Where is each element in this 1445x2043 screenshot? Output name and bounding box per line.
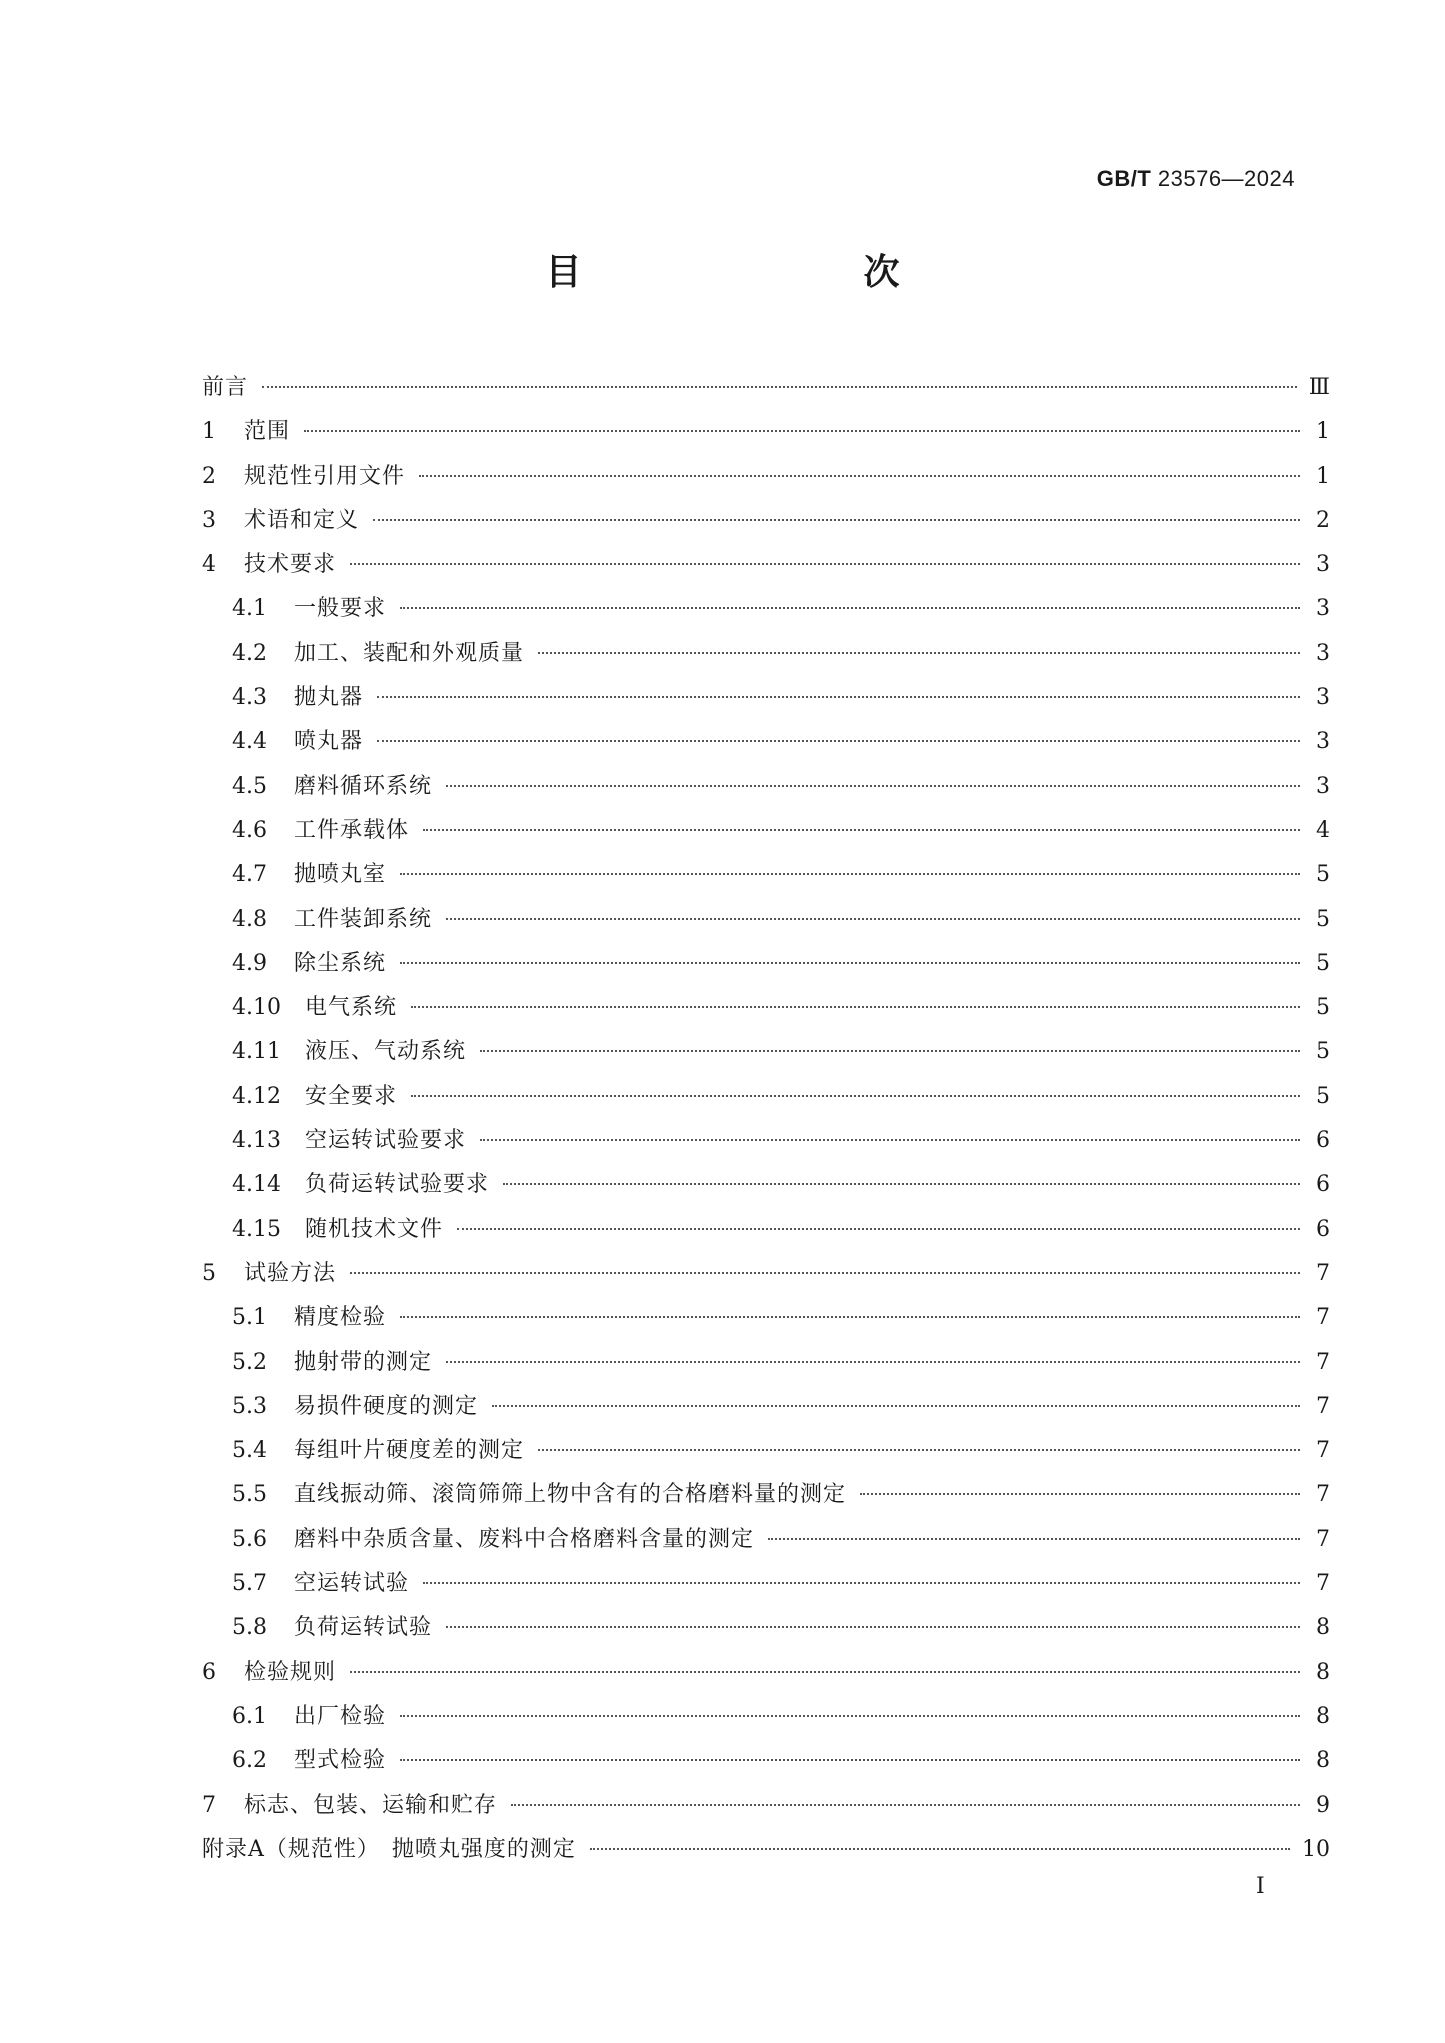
toc-entry[interactable] (202, 1208, 1330, 1252)
toc-entry[interactable] (202, 455, 1330, 499)
toc-dot-leader (350, 563, 1300, 565)
toc-entry[interactable] (202, 410, 1330, 454)
toc-entry-label: 抛射带的测定 (294, 1349, 433, 1375)
toc-entry-page: 4 (1316, 817, 1330, 843)
toc-entry-label: 术语和定义 (244, 507, 360, 533)
toc-entry[interactable] (202, 1784, 1330, 1828)
toc-entry-label: 前言 (202, 375, 249, 400)
toc-entry-page: 3 (1316, 773, 1330, 799)
toc-entry-page: 5 (1316, 862, 1330, 888)
toc-entry-page: 5 (1316, 995, 1330, 1021)
toc-dot-leader (538, 1449, 1300, 1451)
toc-entry-page: 2 (1316, 507, 1330, 533)
toc-entry-number: 4.11 (232, 1039, 281, 1065)
toc-dot-leader (400, 873, 1300, 875)
toc-entry-page: 5 (1316, 906, 1330, 932)
toc-entry-page: 7 (1316, 1571, 1330, 1597)
toc-dot-leader (400, 1759, 1300, 1761)
toc-entry-page: 3 (1316, 552, 1330, 578)
table-of-contents (202, 366, 1330, 1872)
toc-entry[interactable] (202, 499, 1330, 543)
toc-entry-number: 4 (202, 552, 216, 578)
toc-dot-leader (423, 829, 1300, 831)
toc-entry[interactable] (202, 1119, 1330, 1163)
toc-entry[interactable] (202, 1518, 1330, 1562)
toc-entry[interactable] (202, 632, 1330, 676)
toc-entry[interactable] (202, 1606, 1330, 1650)
standard-code (1097, 166, 1295, 192)
toc-dot-leader (419, 475, 1300, 477)
toc-entry-number: 4.12 (232, 1083, 281, 1109)
toc-dot-leader (768, 1538, 1300, 1540)
standard-prefix: GB/T (1096, 166, 1152, 191)
toc-entry-number: 6.2 (232, 1748, 267, 1774)
toc-entry-page: 8 (1316, 1748, 1330, 1774)
toc-entry-number: 2 (202, 463, 216, 489)
toc-entry-label: 加工、装配和外观质量 (294, 640, 525, 666)
toc-entry-label: 工件装卸系统 (294, 906, 433, 932)
toc-entry-number: 4.4 (232, 729, 267, 755)
toc-entry-label: 精度检验 (294, 1305, 387, 1331)
toc-dot-leader (446, 1361, 1300, 1363)
toc-entry-number: 5.8 (232, 1615, 267, 1641)
toc-entry-number: 4.3 (232, 685, 267, 711)
toc-entry-label: 附录A（规范性） 抛喷丸强度的测定 (202, 1836, 576, 1862)
toc-entry-label: 负荷运转试验要求 (305, 1172, 490, 1198)
toc-entry[interactable] (202, 1695, 1330, 1739)
toc-entry-label: 磨料中杂质含量、废料中合格磨料含量的测定 (294, 1526, 755, 1552)
toc-entry-page: 10 (1302, 1836, 1330, 1862)
toc-entry-number: 4.1 (232, 596, 267, 622)
toc-dot-leader (423, 1582, 1300, 1584)
toc-entry-label: 技术要求 (244, 552, 337, 578)
toc-entry-page: 3 (1316, 596, 1330, 622)
toc-entry-number: 4.14 (232, 1172, 281, 1198)
toc-entry-number: 4.13 (232, 1128, 281, 1154)
toc-entry[interactable] (202, 366, 1330, 410)
toc-entry-page: Ⅲ (1308, 375, 1330, 400)
toc-entry-label: 型式检验 (294, 1748, 387, 1774)
toc-entry-label: 随机技术文件 (305, 1216, 444, 1242)
toc-entry-label: 检验规则 (244, 1659, 337, 1685)
toc-entry-label: 电气系统 (305, 995, 398, 1021)
toc-entry-number: 4.10 (232, 995, 281, 1021)
toc-entry-number: 6.1 (232, 1703, 267, 1729)
toc-entry-page: 5 (1316, 1039, 1330, 1065)
toc-entry-page: 7 (1316, 1260, 1330, 1286)
toc-entry-label: 安全要求 (305, 1083, 398, 1109)
toc-entry-number: 4.7 (232, 862, 267, 888)
toc-entry-label: 直线振动筛、滚筒筛筛上物中含有的合格磨料量的测定 (294, 1482, 847, 1508)
toc-dot-leader (304, 430, 1300, 432)
toc-entry[interactable] (202, 1075, 1330, 1119)
toc-dot-leader (590, 1848, 1290, 1850)
toc-dot-leader (492, 1405, 1300, 1407)
toc-dot-leader (350, 1272, 1300, 1274)
toc-entry-number: 4.5 (232, 773, 267, 799)
toc-dot-leader (350, 1671, 1300, 1673)
toc-entry-page: 9 (1316, 1792, 1330, 1818)
toc-entry[interactable] (202, 809, 1330, 853)
toc-dot-leader (480, 1139, 1300, 1141)
toc-entry-label: 一般要求 (294, 596, 387, 622)
toc-entry[interactable] (202, 853, 1330, 897)
toc-dot-leader (411, 1095, 1300, 1097)
toc-entry-number: 4.15 (232, 1216, 281, 1242)
toc-entry-number: 5.6 (232, 1526, 267, 1552)
toc-entry[interactable] (202, 986, 1330, 1030)
toc-entry-number: 6 (202, 1659, 216, 1685)
toc-entry-page: 5 (1316, 950, 1330, 976)
toc-entry[interactable] (202, 1651, 1330, 1695)
toc-entry-page: 3 (1316, 640, 1330, 666)
toc-entry[interactable] (202, 543, 1330, 587)
toc-entry-label: 范围 (244, 419, 291, 445)
toc-entry[interactable] (202, 1252, 1330, 1296)
toc-entry-label: 磨料循环系统 (294, 773, 433, 799)
toc-entry-page: 7 (1316, 1438, 1330, 1464)
toc-dot-leader (262, 386, 1297, 388)
toc-entry[interactable] (202, 1030, 1330, 1074)
toc-dot-leader (480, 1050, 1300, 1052)
toc-entry-number: 7 (202, 1792, 216, 1818)
toc-dot-leader (860, 1493, 1300, 1495)
toc-entry[interactable] (202, 676, 1330, 720)
toc-entry-page: 8 (1316, 1703, 1330, 1729)
toc-entry[interactable] (202, 1562, 1330, 1606)
toc-entry[interactable] (202, 1341, 1330, 1385)
toc-entry-page: 7 (1316, 1482, 1330, 1508)
toc-entry-page: 1 (1316, 419, 1330, 445)
toc-entry-label: 易损件硬度的测定 (294, 1393, 479, 1419)
toc-entry-number: 5.1 (232, 1305, 267, 1331)
toc-entry[interactable] (202, 1828, 1330, 1872)
toc-entry[interactable] (202, 1163, 1330, 1207)
toc-dot-leader (446, 918, 1300, 920)
toc-entry-label: 除尘系统 (294, 950, 387, 976)
toc-entry-label: 试验方法 (244, 1260, 337, 1286)
toc-entry-number: 1 (202, 419, 216, 445)
toc-entry[interactable] (202, 1473, 1330, 1517)
toc-entry-page: 1 (1316, 463, 1330, 489)
toc-entry-page: 6 (1316, 1172, 1330, 1198)
toc-entry[interactable] (202, 720, 1330, 764)
toc-entry-label: 喷丸器 (294, 729, 364, 755)
toc-entry-page: 7 (1316, 1305, 1330, 1331)
toc-dot-leader (511, 1804, 1300, 1806)
page-number: Ⅰ (1256, 1874, 1265, 1899)
toc-entry-label: 每组叶片硬度差的测定 (294, 1438, 525, 1464)
toc-entry-number: 4.2 (232, 640, 267, 666)
toc-dot-leader (400, 1316, 1300, 1318)
toc-entry[interactable] (202, 1739, 1330, 1783)
toc-dot-leader (377, 696, 1300, 698)
toc-entry-number: 4.8 (232, 906, 267, 932)
toc-entry-page: 7 (1316, 1526, 1330, 1552)
toc-entry[interactable] (202, 1385, 1330, 1429)
toc-entry-page: 5 (1316, 1083, 1330, 1109)
toc-entry[interactable] (202, 1296, 1330, 1340)
toc-entry-page: 8 (1316, 1659, 1330, 1685)
toc-entry[interactable] (202, 1429, 1330, 1473)
toc-entry-number: 5.3 (232, 1393, 267, 1419)
toc-dot-leader (400, 607, 1300, 609)
toc-dot-leader (373, 519, 1300, 521)
toc-entry-page: 6 (1316, 1216, 1330, 1242)
toc-entry-label: 规范性引用文件 (244, 463, 406, 489)
toc-entry-label: 液压、气动系统 (305, 1039, 467, 1065)
toc-entry-label: 空运转试验 (294, 1571, 410, 1597)
toc-entry-number: 4.6 (232, 817, 267, 843)
toc-entry-number: 5.2 (232, 1349, 267, 1375)
toc-entry-number: 5.7 (232, 1571, 267, 1597)
toc-entry-label: 空运转试验要求 (305, 1128, 467, 1154)
toc-dot-leader (446, 785, 1300, 787)
toc-entry-page: 6 (1316, 1128, 1330, 1154)
toc-entry-number: 5 (202, 1260, 216, 1286)
toc-dot-leader (377, 740, 1300, 742)
toc-entry-page: 3 (1316, 685, 1330, 711)
toc-entry-label: 出厂检验 (294, 1703, 387, 1729)
toc-entry-label: 抛喷丸室 (294, 862, 387, 888)
toc-dot-leader (446, 1626, 1300, 1628)
toc-entry-label: 标志、包装、运输和贮存 (244, 1792, 498, 1818)
toc-dot-leader (411, 1006, 1300, 1008)
toc-entry-number: 5.5 (232, 1482, 267, 1508)
toc-entry[interactable] (202, 942, 1330, 986)
toc-dot-leader (400, 1715, 1300, 1717)
toc-entry[interactable] (202, 765, 1330, 809)
toc-entry[interactable] (202, 587, 1330, 631)
page-title: 目 次 (545, 252, 970, 293)
toc-entry-number: 5.4 (232, 1438, 267, 1464)
toc-entry-page: 3 (1316, 729, 1330, 755)
toc-entry-number: 4.9 (232, 950, 267, 976)
toc-entry-page: 8 (1316, 1615, 1330, 1641)
toc-entry-number: 3 (202, 507, 216, 533)
toc-dot-leader (400, 962, 1300, 964)
toc-entry-label: 负荷运转试验 (294, 1615, 433, 1641)
toc-entry-label: 工件承载体 (294, 817, 410, 843)
toc-dot-leader (503, 1183, 1300, 1185)
standard-number: 23576—2024 (1151, 166, 1295, 191)
toc-entry-page: 7 (1316, 1393, 1330, 1419)
toc-entry-label: 抛丸器 (294, 685, 364, 711)
toc-dot-leader (457, 1228, 1300, 1230)
toc-dot-leader (538, 652, 1300, 654)
toc-entry[interactable] (202, 898, 1330, 942)
toc-entry-page: 7 (1316, 1349, 1330, 1375)
